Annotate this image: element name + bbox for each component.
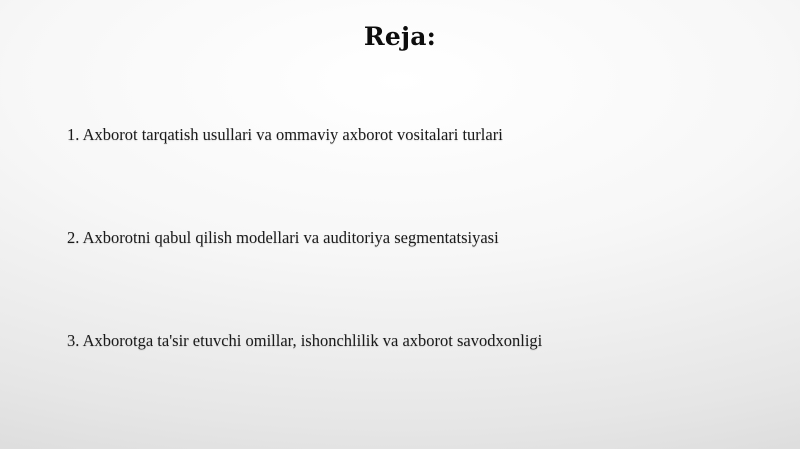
plan-item-1: 1. Axborot tarqatish usullari va ommaviy axborot vositalari turlari (67, 125, 503, 144)
plan-item-2: 2. Axborotni qabul qilish modellari va auditoriya segmentatsiyasi (67, 228, 499, 247)
slide-title: Reja: (363, 22, 437, 51)
plan-item-3: 3. Axborotga ta'sir etuvchi omillar, ishonchlilik va axborot savodxonligi (67, 331, 543, 350)
